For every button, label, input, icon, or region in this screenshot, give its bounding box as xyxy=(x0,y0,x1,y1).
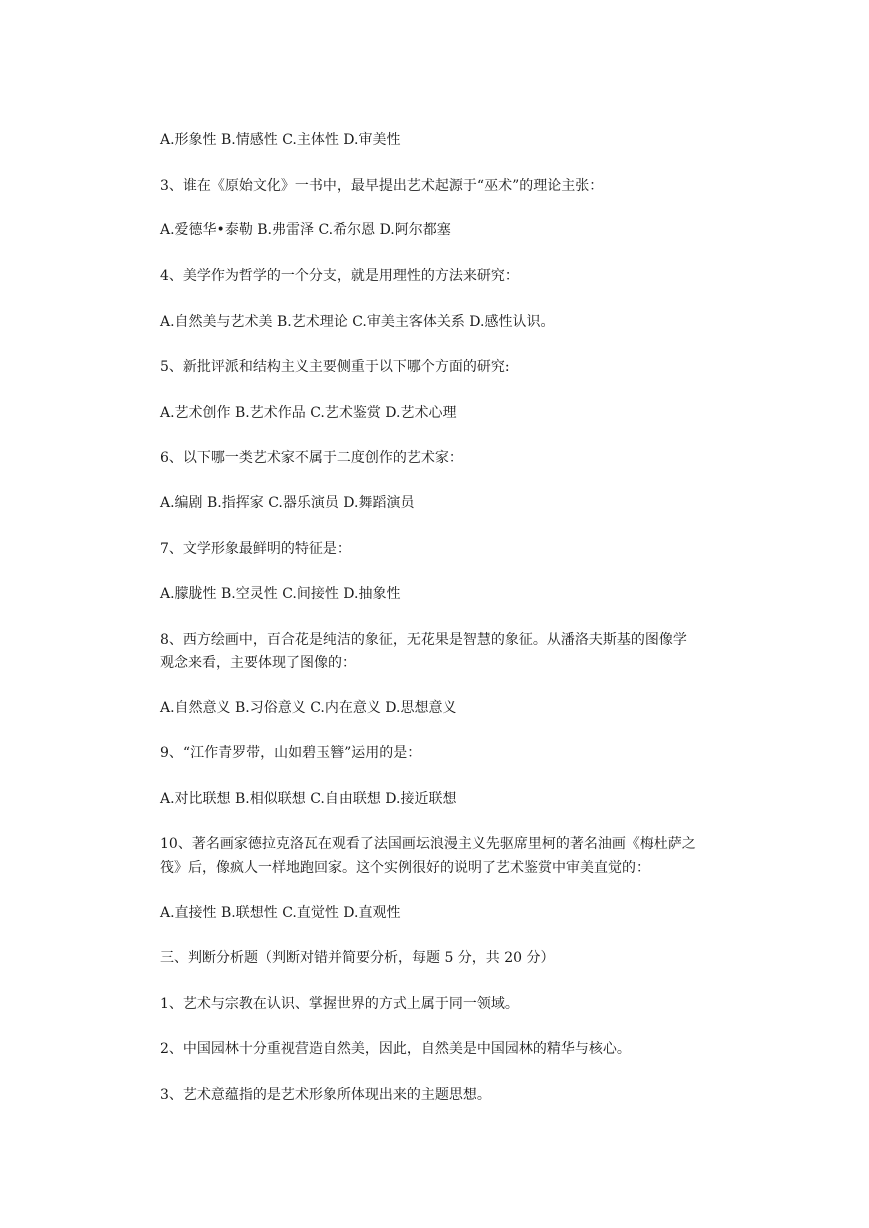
judgement-item-2: 2、中国园林十分重视营造自然美，因此，自然美是中国园林的精华与核心。 xyxy=(160,1041,631,1057)
answer-options-q2: A.形象性 B.情感性 C.主体性 D.审美性 xyxy=(160,132,401,148)
answer-options-q5: A.艺术创作 B.艺术作品 C.艺术鉴赏 D.艺术心理 xyxy=(160,405,457,421)
question-5: 5、新批评派和结构主义主要侧重于以下哪个方面的研究: xyxy=(160,359,510,375)
answer-options-q7: A.朦胧性 B.空灵性 C.间接性 D.抽象性 xyxy=(160,586,401,602)
question-7: 7、文学形象最鲜明的特征是： xyxy=(160,541,351,557)
question-9: 9、“江作青罗带，山如碧玉簪”运用的是： xyxy=(160,745,422,761)
answer-options-q3: A.爱德华•泰勒 B.弗雷泽 C.希尔恩 D.阿尔都塞 xyxy=(160,222,451,238)
section-heading-judgement: 三、判断分析题（判断对错并简要分析，每题 5 分，共 20 分） xyxy=(160,950,555,966)
answer-options-q10: A.直接性 B.联想性 C.直觉性 D.直观性 xyxy=(160,905,401,921)
judgement-item-3: 3、艺术意蕴指的是艺术形象所体现出来的主题思想。 xyxy=(160,1087,491,1103)
answer-options-q9: A.对比联想 B.相似联想 C.自由联想 D.接近联想 xyxy=(160,791,457,807)
judgement-item-1: 1、艺术与宗教在认识、掌握世界的方式上属于同一领域。 xyxy=(160,996,519,1012)
question-4: 4、美学作为哲学的一个分支，就是用理性的方法来研究： xyxy=(160,268,519,284)
question-10-line-2: 筏》后，像疯人一样地跑回家。这个实例很好的说明了艺术鉴赏中审美直觉的： xyxy=(160,860,650,876)
question-8-line-1: 8、西方绘画中，百合花是纯洁的象征，无花果是智慧的象征。从潘洛夫斯基的图像学 xyxy=(160,632,687,648)
question-10-line-1: 10、著名画家德拉克洛瓦在观看了法国画坛浪漫主义先驱席里柯的著名油画《梅杜萨之 xyxy=(160,836,696,852)
question-6: 6、以下哪一类艺术家不属于二度创作的艺术家： xyxy=(160,450,463,466)
answer-options-q8: A.自然意义 B.习俗意义 C.内在意义 D.思想意义 xyxy=(160,700,457,716)
question-8-line-2: 观念来看，主要体现了图像的： xyxy=(160,655,356,671)
answer-options-q4: A.自然美与艺术美 B.艺术理论 C.审美主客体关系 D.感性认识。 xyxy=(160,314,555,330)
question-3: 3、谁在《原始文化》一书中，最早提出艺术起源于“巫术”的理论主张： xyxy=(160,178,604,194)
answer-options-q6: A.编剧 B.指挥家 C.器乐演员 D.舞蹈演员 xyxy=(160,495,415,511)
